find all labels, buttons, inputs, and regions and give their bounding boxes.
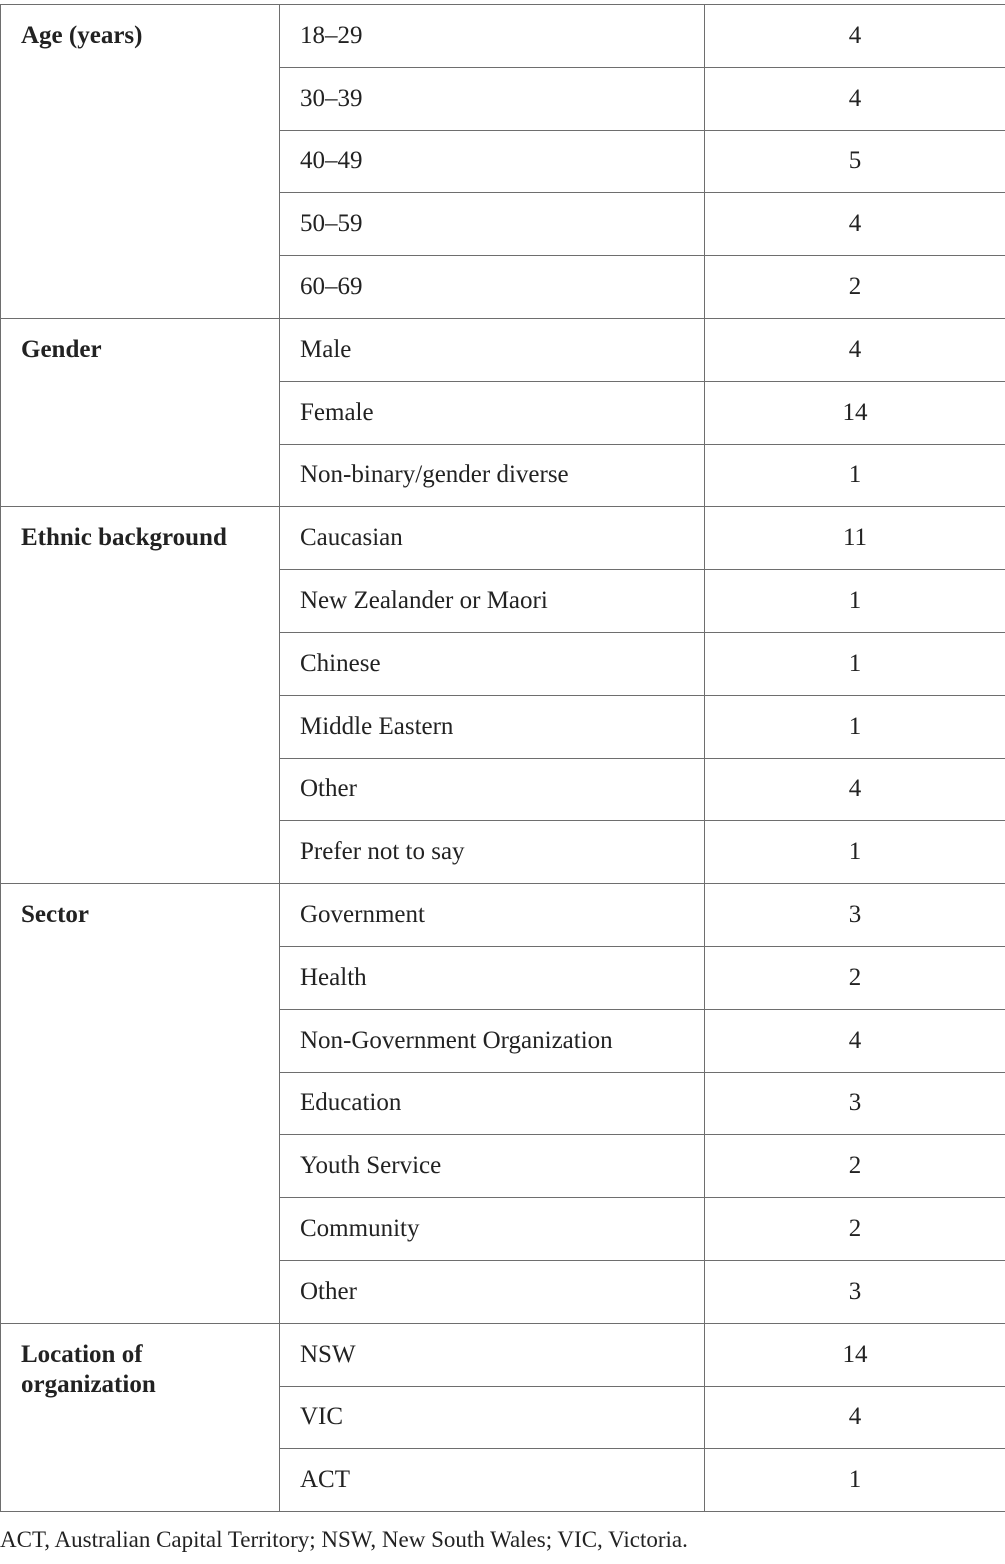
count-cell: 4 (705, 1009, 1005, 1072)
category-cell: Caucasian (280, 507, 705, 570)
table-row (1, 5, 1005, 68)
count-cell: 2 (705, 1198, 1005, 1261)
category-cell: Education (280, 1072, 705, 1135)
table-footnote: ACT, Australian Capital Territory; NSW, New South Wales; VIC, Victoria. (0, 1527, 688, 1552)
table-row (1, 507, 1005, 570)
count-cell: 1 (705, 444, 1005, 507)
category-cell: ACT (280, 1449, 705, 1512)
category-cell: 40–49 (280, 130, 705, 193)
count-cell: 5 (705, 130, 1005, 193)
category-cell: Female (280, 381, 705, 444)
group-label-location: Location of organization (1, 1323, 280, 1511)
count-cell: 14 (705, 1323, 1005, 1386)
table-row (1, 884, 1005, 947)
count-cell: 1 (705, 695, 1005, 758)
category-cell: Prefer not to say (280, 821, 705, 884)
category-cell: Non-Government Organization (280, 1009, 705, 1072)
count-cell: 4 (705, 1386, 1005, 1449)
category-cell: VIC (280, 1386, 705, 1449)
category-cell: Government (280, 884, 705, 947)
count-cell: 1 (705, 821, 1005, 884)
category-cell: 50–59 (280, 193, 705, 256)
count-cell: 3 (705, 1260, 1005, 1323)
category-cell: New Zealander or Maori (280, 570, 705, 633)
category-cell: 60–69 (280, 256, 705, 319)
category-cell: Male (280, 318, 705, 381)
category-cell: 30–39 (280, 67, 705, 130)
count-cell: 4 (705, 193, 1005, 256)
category-cell: Community (280, 1198, 705, 1261)
count-cell: 1 (705, 632, 1005, 695)
category-cell: Health (280, 946, 705, 1009)
count-cell: 1 (705, 570, 1005, 633)
count-cell: 14 (705, 381, 1005, 444)
count-cell: 4 (705, 318, 1005, 381)
category-cell: Middle Eastern (280, 695, 705, 758)
group-label-age: Age (years) (1, 5, 280, 319)
group-label-ethnic-background: Ethnic background (1, 507, 280, 884)
category-cell: Youth Service (280, 1135, 705, 1198)
category-cell: Other (280, 1260, 705, 1323)
count-cell: 2 (705, 1135, 1005, 1198)
count-cell: 2 (705, 946, 1005, 1009)
group-label-gender: Gender (1, 318, 280, 506)
category-cell: Chinese (280, 632, 705, 695)
count-cell: 3 (705, 884, 1005, 947)
group-label-sector: Sector (1, 884, 280, 1324)
category-cell: Other (280, 758, 705, 821)
count-cell: 3 (705, 1072, 1005, 1135)
count-cell: 4 (705, 758, 1005, 821)
table-row (1, 1323, 1005, 1386)
count-cell: 4 (705, 5, 1005, 68)
category-cell: Non-binary/gender diverse (280, 444, 705, 507)
count-cell: 1 (705, 1449, 1005, 1512)
count-cell: 2 (705, 256, 1005, 319)
category-cell: NSW (280, 1323, 705, 1386)
count-cell: 4 (705, 67, 1005, 130)
table-row (1, 318, 1005, 381)
category-cell: 18–29 (280, 5, 705, 68)
demographics-table (0, 4, 1005, 1512)
count-cell: 11 (705, 507, 1005, 570)
demographics-table-body (1, 5, 1005, 1512)
